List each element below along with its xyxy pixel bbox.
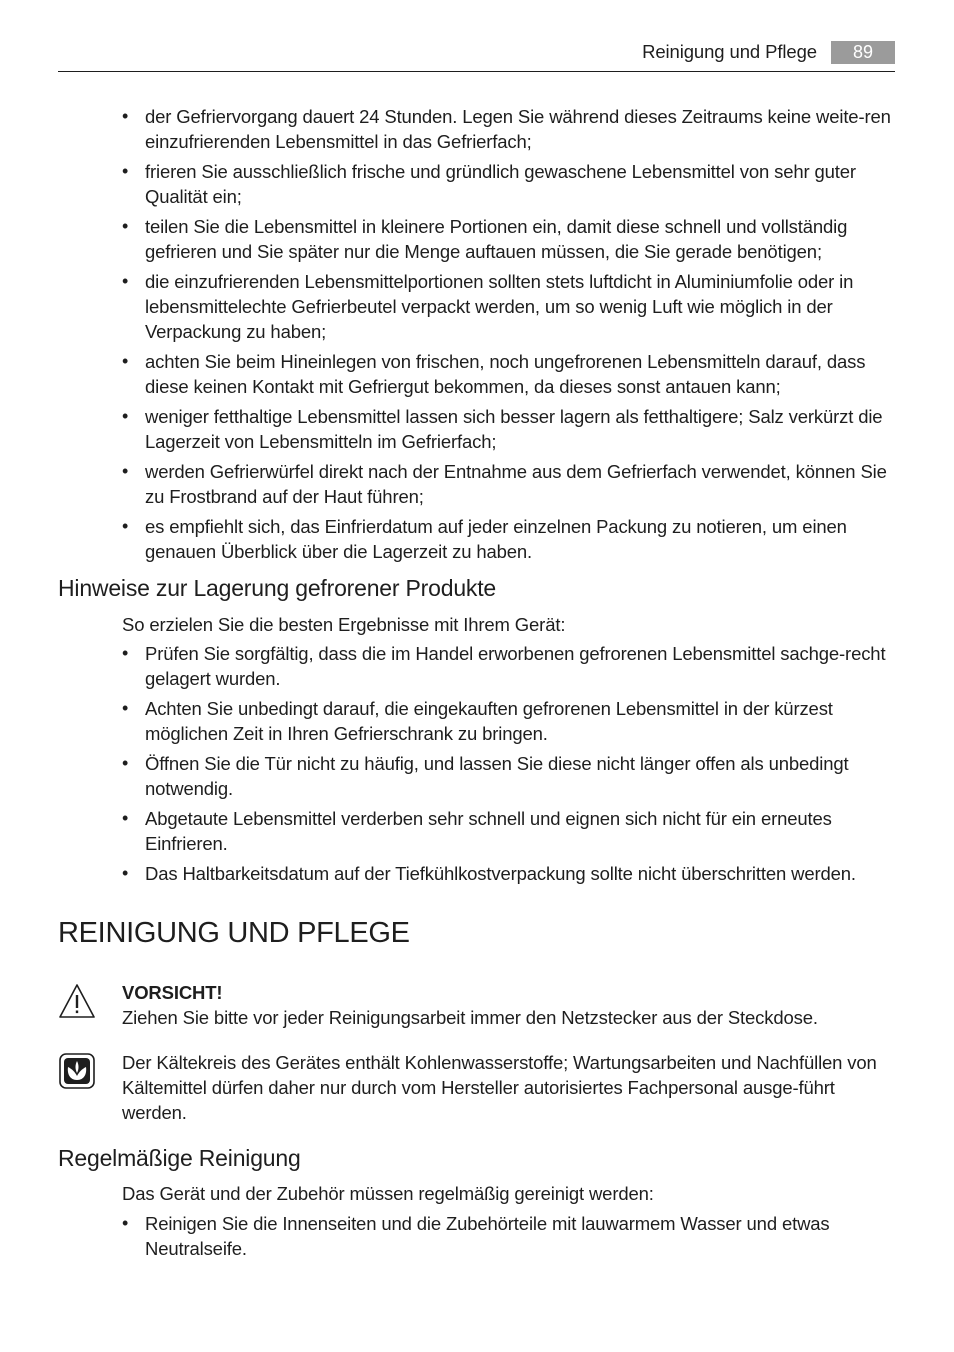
page-header [58,38,895,72]
freezing-tips-list [122,104,897,569]
list-item: • Abgetaute Lebensmittel verderben sehr schnell und eignen sich nicht für ein erneutes Einfrieren. [122,806,897,856]
page-number: 89 [831,41,895,64]
environment-flower-icon [57,1051,97,1091]
list-item: • Reinigen Sie die Innenseiten und die Zubehörteile mit lauwarmem Wasser und etwas Neutralseife. [122,1211,897,1261]
storage-tips-list [122,641,897,891]
caution-text: Ziehen Sie bitte vor jeder Reinigungsarbeit immer den Netzstecker aus der Steckdose. [122,1007,818,1028]
list-item: • achten Sie beim Hineinlegen von frischen, noch ungefrorenen Lebensmitteln darauf, dass diese keinen Kontakt mit Gefriergut bekommen, da dieses sonst antauen kann; [122,349,897,399]
cleaning-heading: REINIGUNG UND PFLEGE [58,917,410,949]
storage-intro: So erzielen Sie die besten Ergebnisse mit Ihrem Gerät: [122,614,566,635]
warning-triangle-icon [57,982,97,1022]
environment-text: Der Kältekreis des Gerätes enthält Kohlenwasserstoffe; Wartungsarbeiten und Nachfüllen von Kältemittel dürfen daher nur durch vom Hersteller autorisiertes Fachpersonal ausge-führt werden. [122,1052,877,1123]
list-item: • teilen Sie die Lebensmittel in kleinere Portionen ein, damit diese schnell und vollständig gefrieren und Sie später nur die Menge auftauen müssen, die Sie gerade benötigen; [122,214,897,264]
list-item: • weniger fetthaltige Lebensmittel lassen sich besser lagern als fetthaltigere; Salz verkürzt die Lagerzeit von Lebensmitteln im Gefrierfach; [122,404,897,454]
regular-cleaning-list [122,1211,897,1266]
list-item: • der Gefriervorgang dauert 24 Stunden. Legen Sie während dieses Zeitraums keine weite-ren einzufrierenden Lebensmittel in das Gefrierfach; [122,104,897,154]
header-section-title: Reinigung und Pflege [642,41,817,62]
storage-heading: Hinweise zur Lagerung gefrorener Produkte [58,575,496,601]
list-item: • die einzufrierenden Lebensmittelportionen sollten stets luftdicht in Aluminiumfolie oder in lebensmittelechte Gefrierbeutel verpackt werden, um so wenig Luft wie möglich in der Verpackung zu haben; [122,269,897,344]
list-item: • Das Haltbarkeitsdatum auf der Tiefkühlkostverpackung sollte nicht überschritten werden. [122,861,897,886]
list-item: • Öffnen Sie die Tür nicht zu häufig, und lassen Sie diese nicht länger offen als unbedingt notwendig. [122,751,897,801]
regular-cleaning-heading: Regelmäßige Reinigung [58,1145,301,1171]
list-item: • werden Gefrierwürfel direkt nach der Entnahme aus dem Gefrierfach verwendet, können Sie zu Frostbrand auf der Haut führen; [122,459,897,509]
caution-title: VORSICHT! [122,982,223,1003]
list-item: • Prüfen Sie sorgfältig, dass die im Handel erworbenen gefrorenen Lebensmittel sachge-recht gelagert wurden. [122,641,897,691]
regular-cleaning-intro: Das Gerät und der Zubehör müssen regelmäßig gereinigt werden: [122,1183,654,1204]
list-item: • es empfiehlt sich, das Einfrierdatum auf jeder einzelnen Packung zu notieren, um einen genauen Überblick über die Lagerzeit zu haben. [122,514,897,564]
list-item: • Achten Sie unbedingt darauf, die eingekauften gefrorenen Lebensmittel in der kürzest möglichen Zeit in Ihren Gefrierschrank zu bringen. [122,696,897,746]
list-item: • frieren Sie ausschließlich frische und gründlich gewaschene Lebensmittel von sehr guter Qualität ein; [122,159,897,209]
